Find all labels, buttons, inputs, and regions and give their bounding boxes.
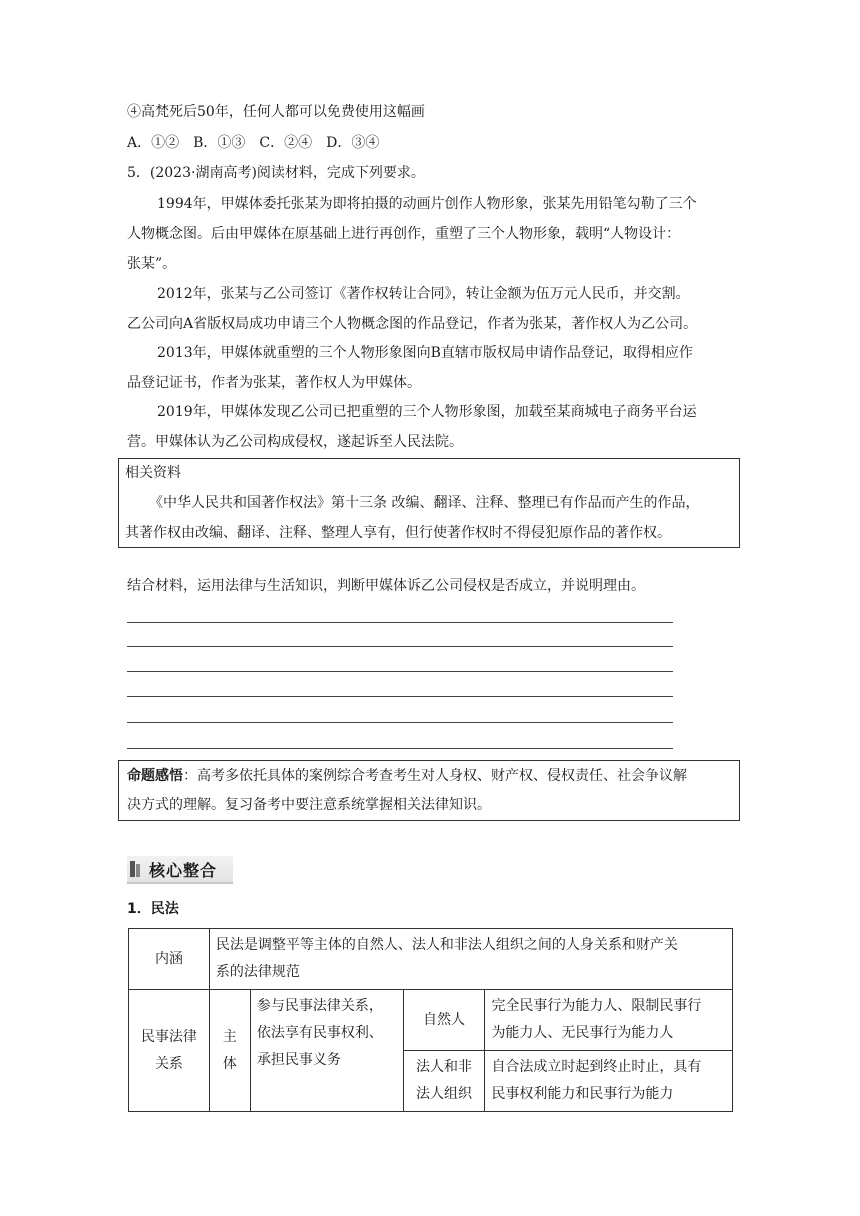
connotation-text-cell: 民法是调整平等主体的自然人、法人和非法人组织之间的人身关系和财产关 系的法律规范 <box>209 929 732 990</box>
natural-person-desc-cell: 完全民事行为能力人、限制民事行 为能力人、无民事行为能力人 <box>485 990 733 1051</box>
answer-line[interactable] <box>127 696 673 697</box>
legal-person-desc-cell: 自合法成立时起到终止时止，具有 民事权利能力和民事行为能力 <box>485 1051 733 1112</box>
subject-desc-cell: 参与民事法律关系， 依法享有民事权利、 承担民事义务 <box>250 990 403 1112</box>
related-material-line1: 《中华人民共和国著作权法》第十三条 改编、翻译、注释、整理已有作品而产生的作品， <box>149 495 700 511</box>
natural-person-cell: 自然人 <box>403 990 485 1051</box>
section-heading <box>127 856 233 884</box>
paragraph-1994-line1: 1994年，甲媒体委托张某为即将拍摄的动画片创作人物形象，张某先用铅笔勾勒了三个 <box>157 196 697 212</box>
paragraph-2012-line1: 2012年，张某与乙公司签订《著作权转让合同》，转让金额为伍万元人民币，并交割。 <box>157 286 690 302</box>
related-material-box <box>118 458 740 548</box>
insight-text-line2: 决方式的理解。复习备考中要注意系统掌握相关法律知识。 <box>127 797 491 813</box>
answer-line[interactable] <box>127 646 673 647</box>
insight-text-line1: ：高考多依托具体的案例综合考查考生对人身权、财产权、侵权责任、社会争议解 <box>183 768 687 784</box>
subject-label-cell: 主 体 <box>209 990 250 1112</box>
table-row <box>129 990 733 1051</box>
related-material-line2: 其著作权由改编、翻译、注释、整理人享有，但行使著作权时不得侵犯原作品的著作权。 <box>125 525 671 541</box>
option-statement-4: ④高梵死后50年，任何人都可以免费使用这幅画 <box>127 104 425 120</box>
question-5-header: 5．(2023·湖南高考)阅读材料，完成下列要求。 <box>127 165 425 181</box>
paragraph-2019-line1: 2019年，甲媒体发现乙公司已把重塑的三个人物形象图，加载至某商城电子商务平台运 <box>157 404 697 420</box>
insight-box <box>118 760 740 821</box>
paragraph-1994-line3: 张某”。 <box>127 256 177 272</box>
civil-law-table <box>128 928 733 1112</box>
paragraph-2013-line1: 2013年，甲媒体就重塑的三个人物形象图向B直辖市版权局申请作品登记，取得相应作 <box>157 345 693 361</box>
answer-line[interactable] <box>127 722 673 723</box>
paragraph-2019-line2: 营。甲媒体认为乙公司构成侵权，遂起诉至人民法院。 <box>127 434 463 450</box>
paragraph-2013-line2: 品登记证书，作者为张某，著作权人为甲媒体。 <box>127 375 421 391</box>
answer-line[interactable] <box>127 671 673 672</box>
insight-label: 命题感悟 <box>127 768 183 784</box>
answer-line[interactable] <box>127 622 673 623</box>
section-title: 核心整合 <box>149 860 218 880</box>
table-row <box>129 929 733 990</box>
question-task: 结合材料，运用法律与生活知识，判断甲媒体诉乙公司侵权是否成立，并说明理由。 <box>127 578 645 594</box>
answer-line[interactable] <box>127 748 673 749</box>
answer-choices: A．①② B．①③ C．②④ D．③④ <box>127 135 380 151</box>
related-material-title: 相关资料 <box>125 465 181 481</box>
paragraph-2012-line2: 乙公司向A省版权局成功申请三个人物概念图的作品登记，作者为张某，著作权人为乙公司。 <box>127 316 698 332</box>
relation-label-cell: 民事法律 关系 <box>129 990 210 1112</box>
connotation-label-cell: 内涵 <box>129 929 210 990</box>
paragraph-1994-line2: 人物概念图。后由甲媒体在原基础上进行再创作，重塑了三个人物形象，载明“人物设计： <box>127 226 681 242</box>
subsection-title: 1．民法 <box>127 901 179 917</box>
section-bar-icon <box>130 861 142 877</box>
legal-person-cell: 法人和非 法人组织 <box>403 1051 485 1112</box>
